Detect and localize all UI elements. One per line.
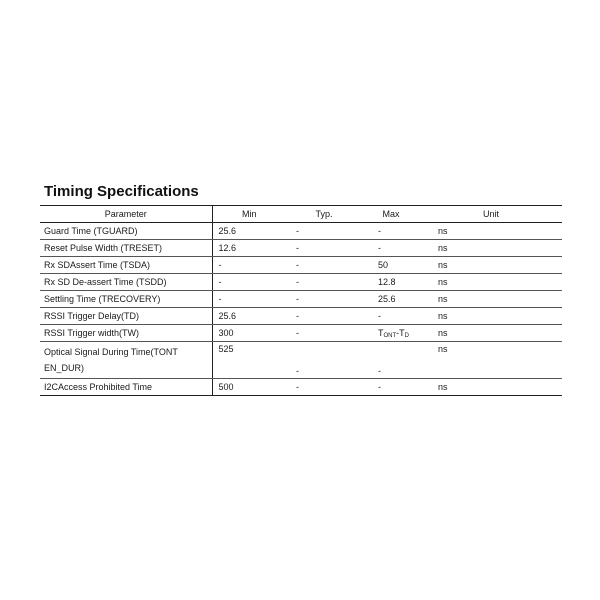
cell-unit: ns [420,342,562,379]
cell-typ: - [286,325,362,342]
timing-spec-table [40,205,562,396]
section-title: Timing Specifications [44,183,199,200]
header-unit: Unit [420,206,562,223]
cell-min: 25.6 [212,308,286,325]
cell-max: 12.8 [362,274,420,291]
max-t-subscript-d: D [404,332,410,339]
cell-unit: ns [438,382,448,392]
cell-typ: - [286,291,362,308]
cell-max [362,325,420,342]
cell-parameter: Rx SDAssert Time (TSDA) [40,257,212,274]
cell-min: 12.6 [212,240,286,257]
cell-max: - [362,240,420,257]
cell-typ: - [286,274,362,291]
table-row [40,274,562,291]
cell-max: - [362,223,420,240]
cell-parameter: Settling Time (TRECOVERY) [40,291,212,308]
cell-unit: ns [420,240,562,257]
cell-parameter: Guard Time (TGUARD) [40,223,212,240]
cell-unit: ns [420,325,562,342]
table-row [40,257,562,274]
cell-parameter: RSSI Trigger Delay(TD) [40,308,212,325]
cell-min: - [212,257,286,274]
cell-typ: - [286,342,362,379]
cell-min: 500 [218,382,234,392]
cell-max: - [362,342,420,379]
cell-min: 525 [212,342,286,379]
table-row [40,240,562,257]
cell-min: 25.6 [212,223,286,240]
cell-typ: - [296,382,299,392]
cell-unit: ns [420,223,562,240]
table-row [40,342,562,379]
cell-parameter: I2CAccess Prohibited Time [40,379,212,396]
cell-unit: ns [420,291,562,308]
cell-unit: ns [420,257,562,274]
max-t-subscript-ont: ONT [383,332,397,339]
table-row [40,325,562,342]
table-row [40,291,562,308]
parameter-line-2: EN_DUR) [44,363,85,373]
max-t-main: T [378,327,384,338]
header-max: Max [362,206,420,223]
cell-max: 25.6 [362,291,420,308]
cell-unit: ns [420,308,562,325]
header-min: Min [212,206,286,223]
cell-max: 50 [362,257,420,274]
parameter-line-1: Optical Signal During Time(TONT [44,347,178,357]
cell-parameter: Reset Pulse Width (TRESET) [40,240,212,257]
cell-unit: ns [420,274,562,291]
cell-parameter: RSSI Trigger width(TW) [40,325,212,342]
header-typ: Typ. [286,206,362,223]
cell-typ: - [286,257,362,274]
table-row [40,379,562,396]
header-parameter: Parameter [40,206,212,223]
cell-parameter: Rx SD De-assert Time (TSDD) [40,274,212,291]
cell-parameter [40,342,212,379]
cell-typ: - [286,240,362,257]
cell-min: 300 [212,325,286,342]
table-header-row [40,206,562,223]
cell-typ: - [286,308,362,325]
cell-max: - [378,382,381,392]
max-t-separator: -T [396,327,405,338]
table-row [40,308,562,325]
cell-min: - [212,274,286,291]
cell-typ: - [286,223,362,240]
table-row [40,223,562,240]
cell-min: - [212,291,286,308]
cell-max: - [362,308,420,325]
